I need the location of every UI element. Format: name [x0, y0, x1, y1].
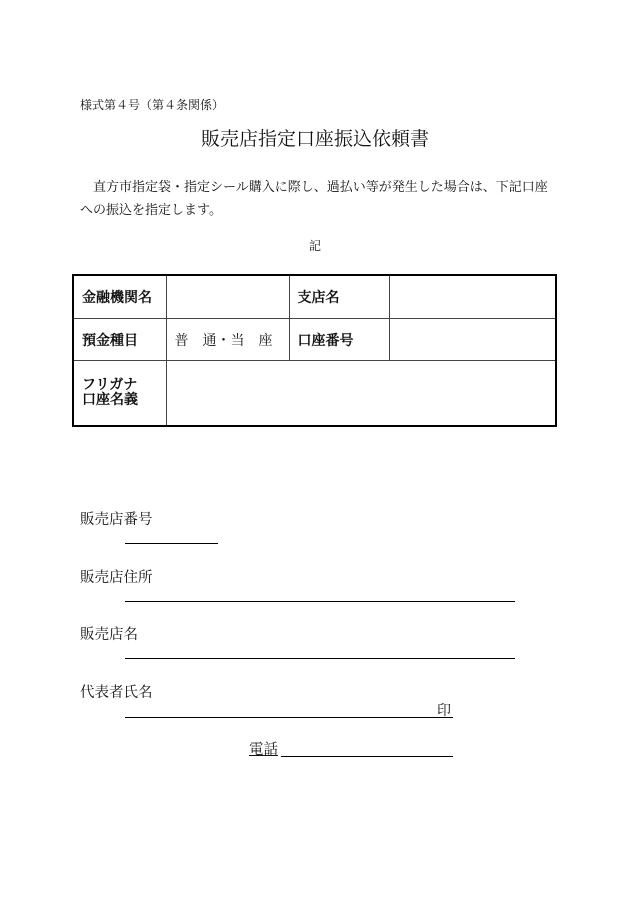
store-address-line[interactable] — [125, 601, 515, 602]
intro-paragraph — [80, 176, 555, 222]
phone-label: 電話 — [249, 742, 278, 758]
branch-label: 支店名 — [289, 275, 389, 319]
account-number-label: 口座番号 — [289, 319, 389, 361]
store-number-label: 販売店番号 — [80, 512, 153, 528]
account-holder-field[interactable] — [166, 361, 556, 427]
intro-line-1: 直方市指定袋・指定シール購入に際し、過払い等が発生した場合は、下記口座 — [93, 180, 548, 195]
seal-mark: 印 — [437, 703, 451, 719]
bank-name-field[interactable] — [166, 275, 289, 319]
account-holder-label-cell — [73, 361, 166, 427]
representative-label: 代表者氏名 — [80, 685, 153, 701]
table-row — [73, 361, 556, 427]
ki-marker: 記 — [308, 239, 321, 253]
table-row — [73, 275, 556, 319]
representative-line[interactable] — [125, 717, 453, 718]
store-name-line[interactable] — [125, 658, 515, 659]
store-name-label: 販売店名 — [80, 627, 138, 643]
deposit-type-label: 預金種目 — [73, 319, 166, 361]
account-number-field[interactable] — [389, 319, 556, 361]
store-number-line[interactable] — [125, 543, 218, 544]
phone-line[interactable] — [281, 756, 453, 757]
intro-line-2: への振込を指定します。 — [80, 203, 222, 218]
branch-field[interactable] — [389, 275, 556, 319]
store-address-label: 販売店住所 — [80, 570, 153, 586]
table-row — [73, 319, 556, 361]
account-table — [72, 274, 557, 427]
account-holder-label: 口座名義 — [82, 392, 138, 408]
deposit-type-options[interactable]: 普 通・当 座 — [166, 319, 289, 361]
furigana-label: フリガナ — [82, 377, 138, 393]
document-title: 販売店指定口座振込依頼書 — [200, 128, 429, 150]
form-number: 様式第４号（第４条関係） — [80, 98, 225, 112]
bank-name-label: 金融機関名 — [73, 275, 166, 319]
